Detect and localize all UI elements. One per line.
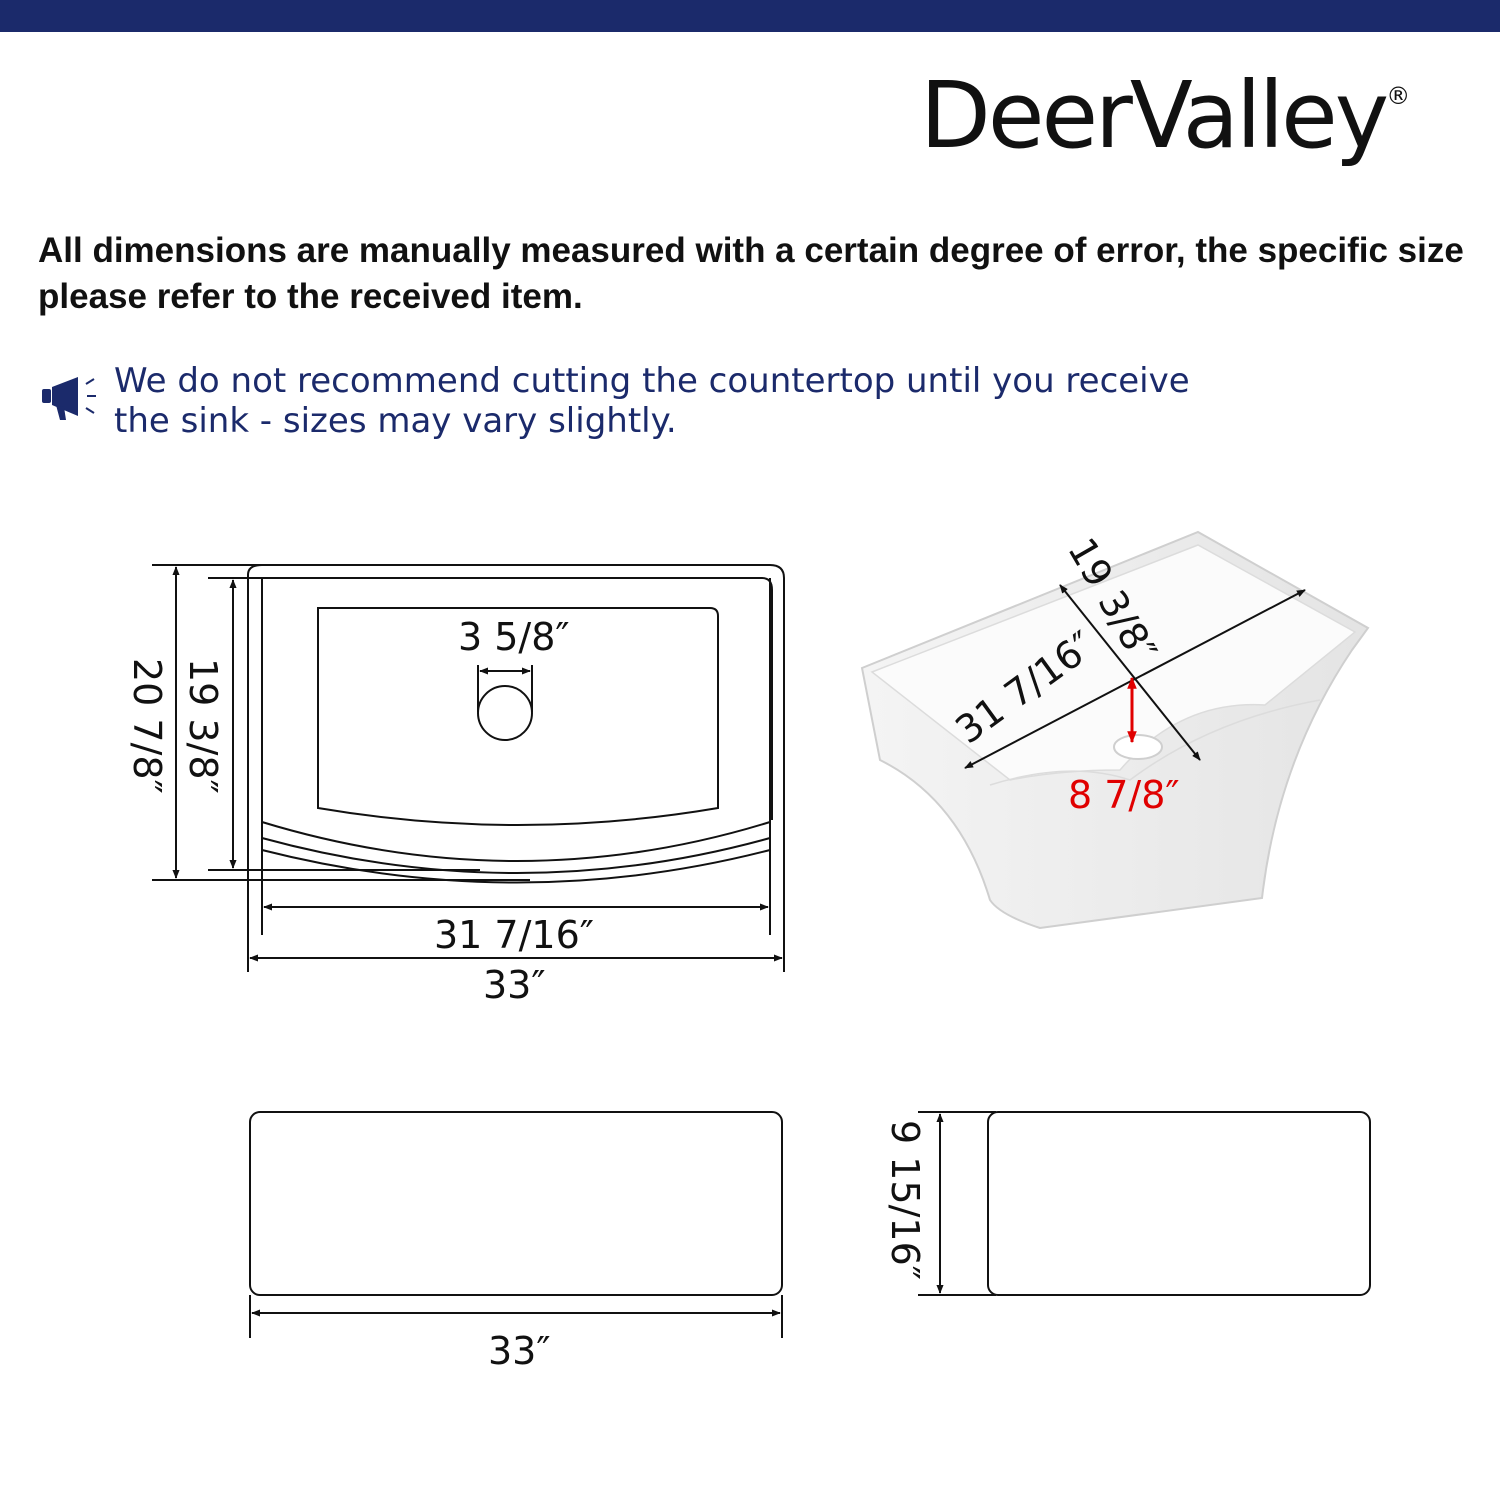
iso-depth-label: 8 7/8″	[1068, 773, 1180, 817]
brand-name: DeerValley	[920, 62, 1387, 169]
side-view	[918, 1112, 1370, 1295]
top-inner-width-label: 31 7/16″	[434, 913, 594, 957]
drain-diameter-label: 3 5/8″	[458, 615, 570, 659]
notice-line-1: We do not recommend cutting the countertop until you receive	[114, 361, 1190, 401]
side-height-label: 9 15/16″	[883, 1120, 927, 1280]
top-outer-length-label: 20 7/8″	[125, 658, 169, 794]
top-view-drain	[478, 686, 532, 740]
front-view	[250, 1112, 782, 1338]
top-inner-length-label: 19 3/8″	[181, 658, 225, 794]
iso-inner-length-label: 19 3/8″	[1059, 530, 1166, 671]
iso-inner-width-label: 31 7/16″	[947, 622, 1103, 753]
registered-mark: ®	[1386, 82, 1411, 110]
side-view-outline	[988, 1112, 1370, 1295]
front-view-outline	[250, 1112, 782, 1295]
notice-line-2: the sink - sizes may vary slightly.	[114, 401, 677, 441]
front-width-label: 33″	[488, 1329, 551, 1373]
top-outer-width-label: 33″	[483, 963, 546, 1007]
dimension-disclaimer: All dimensions are manually measured with a certain degree of error, the specific size please refer to the received item.	[38, 231, 1464, 316]
iso-drain	[1114, 735, 1162, 759]
